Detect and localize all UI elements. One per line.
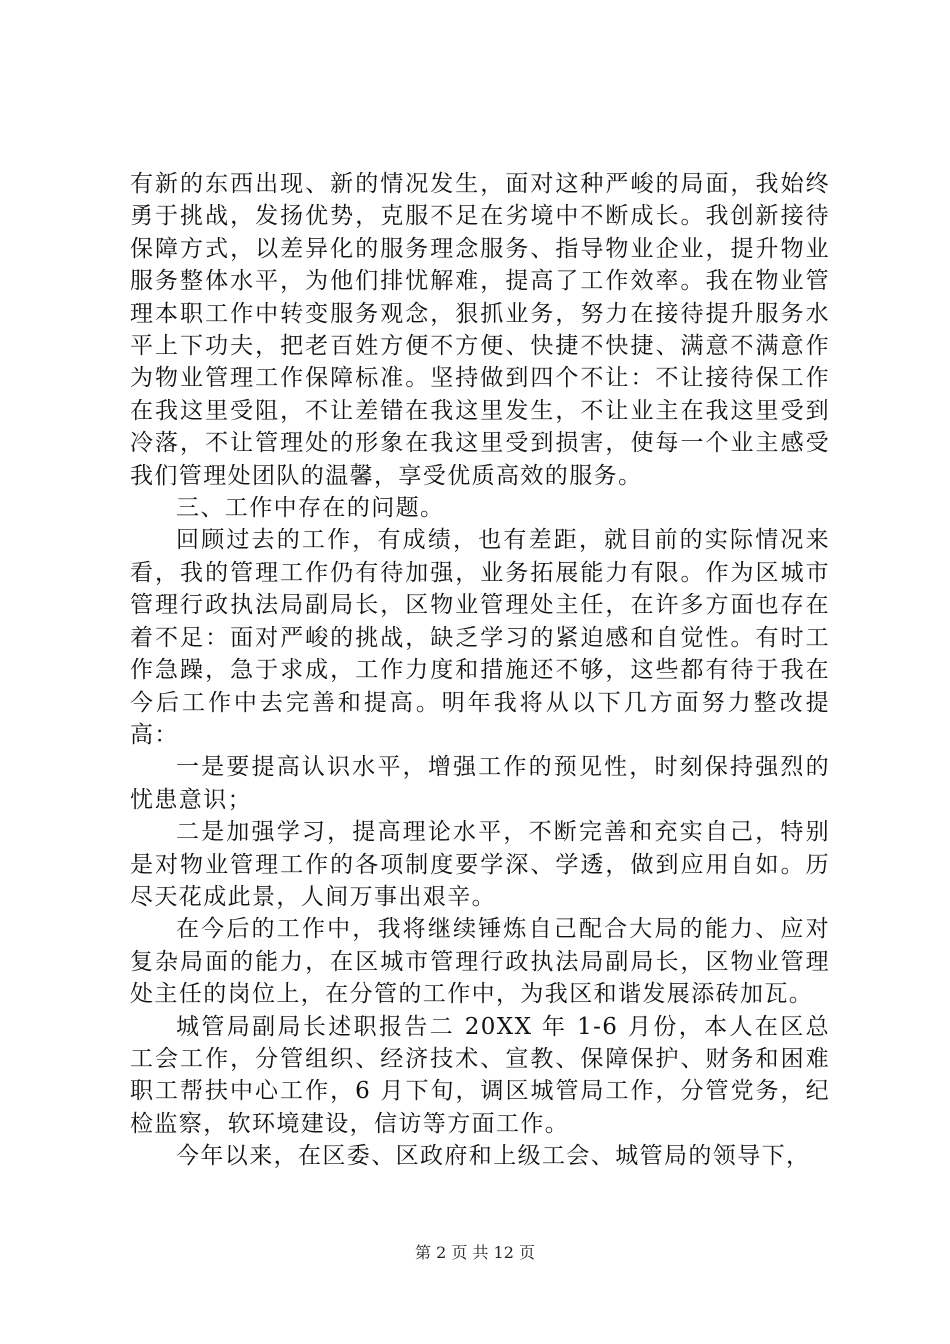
paragraph: 今年以来，在区委、区政府和上级工会、城管局的领导下， — [176, 1143, 811, 1170]
paragraph: 一是要提高认识水平，增强工作的预见性，时刻保持强烈的忧患意识； — [130, 754, 830, 813]
section-heading: 三、工作中存在的问题。 — [176, 495, 445, 522]
paragraph: 回顾过去的工作，有成绩，也有差距，就目前的实际情况来看，我的管理工作仍有待加强，业务拓展能力有限。作为区城市管理行政执法局副局长，区物业管理处主任，在许多方面也存在着不足：面对严峻的挑战，缺乏学习的紧迫感和自觉性。有时工作急躁，急于求成，工作力度和措施还不够，这些都有待于我在今后工作中去完善和提高。明年我将从以下几方面努力整改提高： — [130, 527, 830, 748]
paragraph: 在今后的工作中，我将继续锤炼自己配合大局的能力、应对复杂局面的能力，在区城市管理行政执法局副局长，区物业管理处主任的岗位上，在分管的工作中，为我区和谐发展添砖加瓦。 — [130, 916, 830, 1008]
paragraph: 有新的东西出现、新的情况发生，面对这种严峻的局面，我始终勇于挑战，发扬优势，克服不足在劣境中不断成长。我创新接待保障方式，以差异化的服务理念服务、指导物业企业，提升物业服务整体水平，为他们排忧解难，提高了工作效率。我在物业管理本职工作中转变服务观念，狠抓业务，努力在接待提升服务水平上下功夫，把老百姓方便不方便、快捷不快捷、满意不满意作为物业管理工作保障标准。坚持做到四个不让：不让接待保工作在我这里受阻，不让差错在我这里发生，不让业主在我这里受到冷落，不让管理处的形象在我这里受到损害，使每一个业主感受我们管理处团队的温馨，享受优质高效的服务。 — [130, 171, 830, 489]
page-number-footer: 第 2 页 共 12 页 — [415, 1243, 535, 1262]
document-body — [130, 168, 830, 1173]
paragraph: 二是加强学习，提高理论水平，不断完善和充实自己，特别是对物业管理工作的各项制度要学深、学透，做到应用自如。历尽天花成此景，人间万事出艰辛。 — [130, 819, 830, 910]
paragraph: 城管局副局长述职报告二 20XX 年 1-6 月份，本人在区总工会工作，分管组织、经济技术、宣教、保障保护、财务和困难职工帮扶中心工作，6 月下旬，调区城管局工作，分管党务，纪检监察，软环境建设，信访等方面工作。 — [130, 1013, 830, 1137]
